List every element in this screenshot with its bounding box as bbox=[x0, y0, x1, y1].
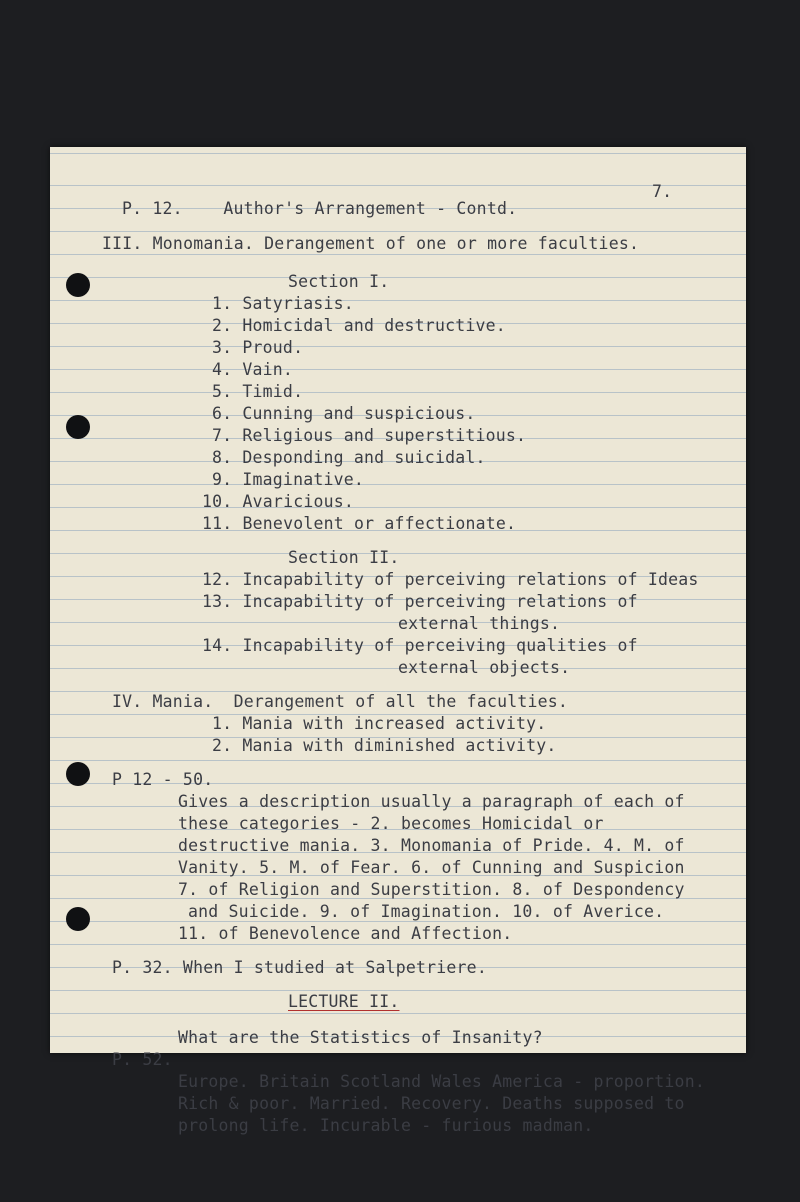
paragraph-line: Europe. Britain Scotland Wales America - proportion. bbox=[178, 1072, 705, 1091]
paragraph-line: these categories - 2. becomes Homicidal or bbox=[178, 814, 604, 833]
section-title: Section II. bbox=[288, 548, 400, 567]
typed-page bbox=[50, 147, 746, 1135]
paragraph-line: destructive mania. 3. Monomania of Pride. 4. M. of bbox=[178, 836, 685, 855]
list-item: 14. Incapability of perceiving qualities of bbox=[202, 636, 638, 655]
list-item: 12. Incapability of perceiving relations of Ideas bbox=[202, 570, 699, 589]
list-item: 2. Mania with diminished activity. bbox=[212, 736, 557, 755]
page-header: P. 12. Author's Arrangement - Contd. bbox=[122, 199, 518, 218]
list-item: 10. Avaricious. bbox=[202, 492, 355, 511]
list-item: 4. Vain. bbox=[212, 360, 294, 379]
list-item: 13. Incapability of perceiving relations of bbox=[202, 592, 638, 611]
binder-hole bbox=[66, 907, 90, 931]
paragraph-line: 7. of Religion and Superstition. 8. of Despondency bbox=[178, 880, 685, 899]
binder-hole bbox=[66, 273, 90, 297]
section-heading-mania: IV. Mania. Derangement of all the faculties. bbox=[112, 692, 569, 711]
list-item-continuation: external things. bbox=[398, 614, 561, 633]
list-item: 2. Homicidal and destructive. bbox=[212, 316, 506, 335]
section-heading-monomania: III. Monomania. Derangement of one or more faculties. bbox=[102, 234, 640, 253]
paragraph-line: Rich & poor. Married. Recovery. Deaths supposed to bbox=[178, 1094, 685, 1113]
list-item-continuation: external objects. bbox=[398, 658, 571, 677]
list-item: 7. Religious and superstitious. bbox=[212, 426, 527, 445]
question-line: What are the Statistics of Insanity? bbox=[178, 1028, 543, 1047]
list-item: 1. Mania with increased activity. bbox=[212, 714, 547, 733]
paragraph-line: 11. of Benevolence and Affection. bbox=[178, 924, 513, 943]
page-reference: P. 32. When I studied at Salpetriere. bbox=[112, 958, 487, 977]
list-item: 9. Imaginative. bbox=[212, 470, 365, 489]
paragraph-line: prolong life. Incurable - furious madman. bbox=[178, 1116, 594, 1135]
binder-hole bbox=[66, 415, 90, 439]
list-item: 3. Proud. bbox=[212, 338, 304, 357]
list-item: 5. Timid. bbox=[212, 382, 304, 401]
list-item: 11. Benevolent or affectionate. bbox=[202, 514, 517, 533]
page-number: 7. bbox=[652, 182, 673, 201]
list-item: 8. Desponding and suicidal. bbox=[212, 448, 486, 467]
page-reference: P 12 - 50. bbox=[112, 770, 214, 789]
page-reference: P. 52. bbox=[112, 1050, 173, 1069]
paragraph-line: Vanity. 5. M. of Fear. 6. of Cunning and Suspicion bbox=[178, 858, 685, 877]
list-item: 6. Cunning and suspicious. bbox=[212, 404, 476, 423]
section-title: Section I. bbox=[288, 272, 390, 291]
paragraph-line: Gives a description usually a paragraph of each of bbox=[178, 792, 685, 811]
binder-hole bbox=[66, 762, 90, 786]
lecture-title: LECTURE II. bbox=[288, 992, 400, 1011]
paragraph-line: and Suicide. 9. of Imagination. 10. of Averice. bbox=[188, 902, 665, 921]
list-item: 1. Satyriasis. bbox=[212, 294, 354, 313]
